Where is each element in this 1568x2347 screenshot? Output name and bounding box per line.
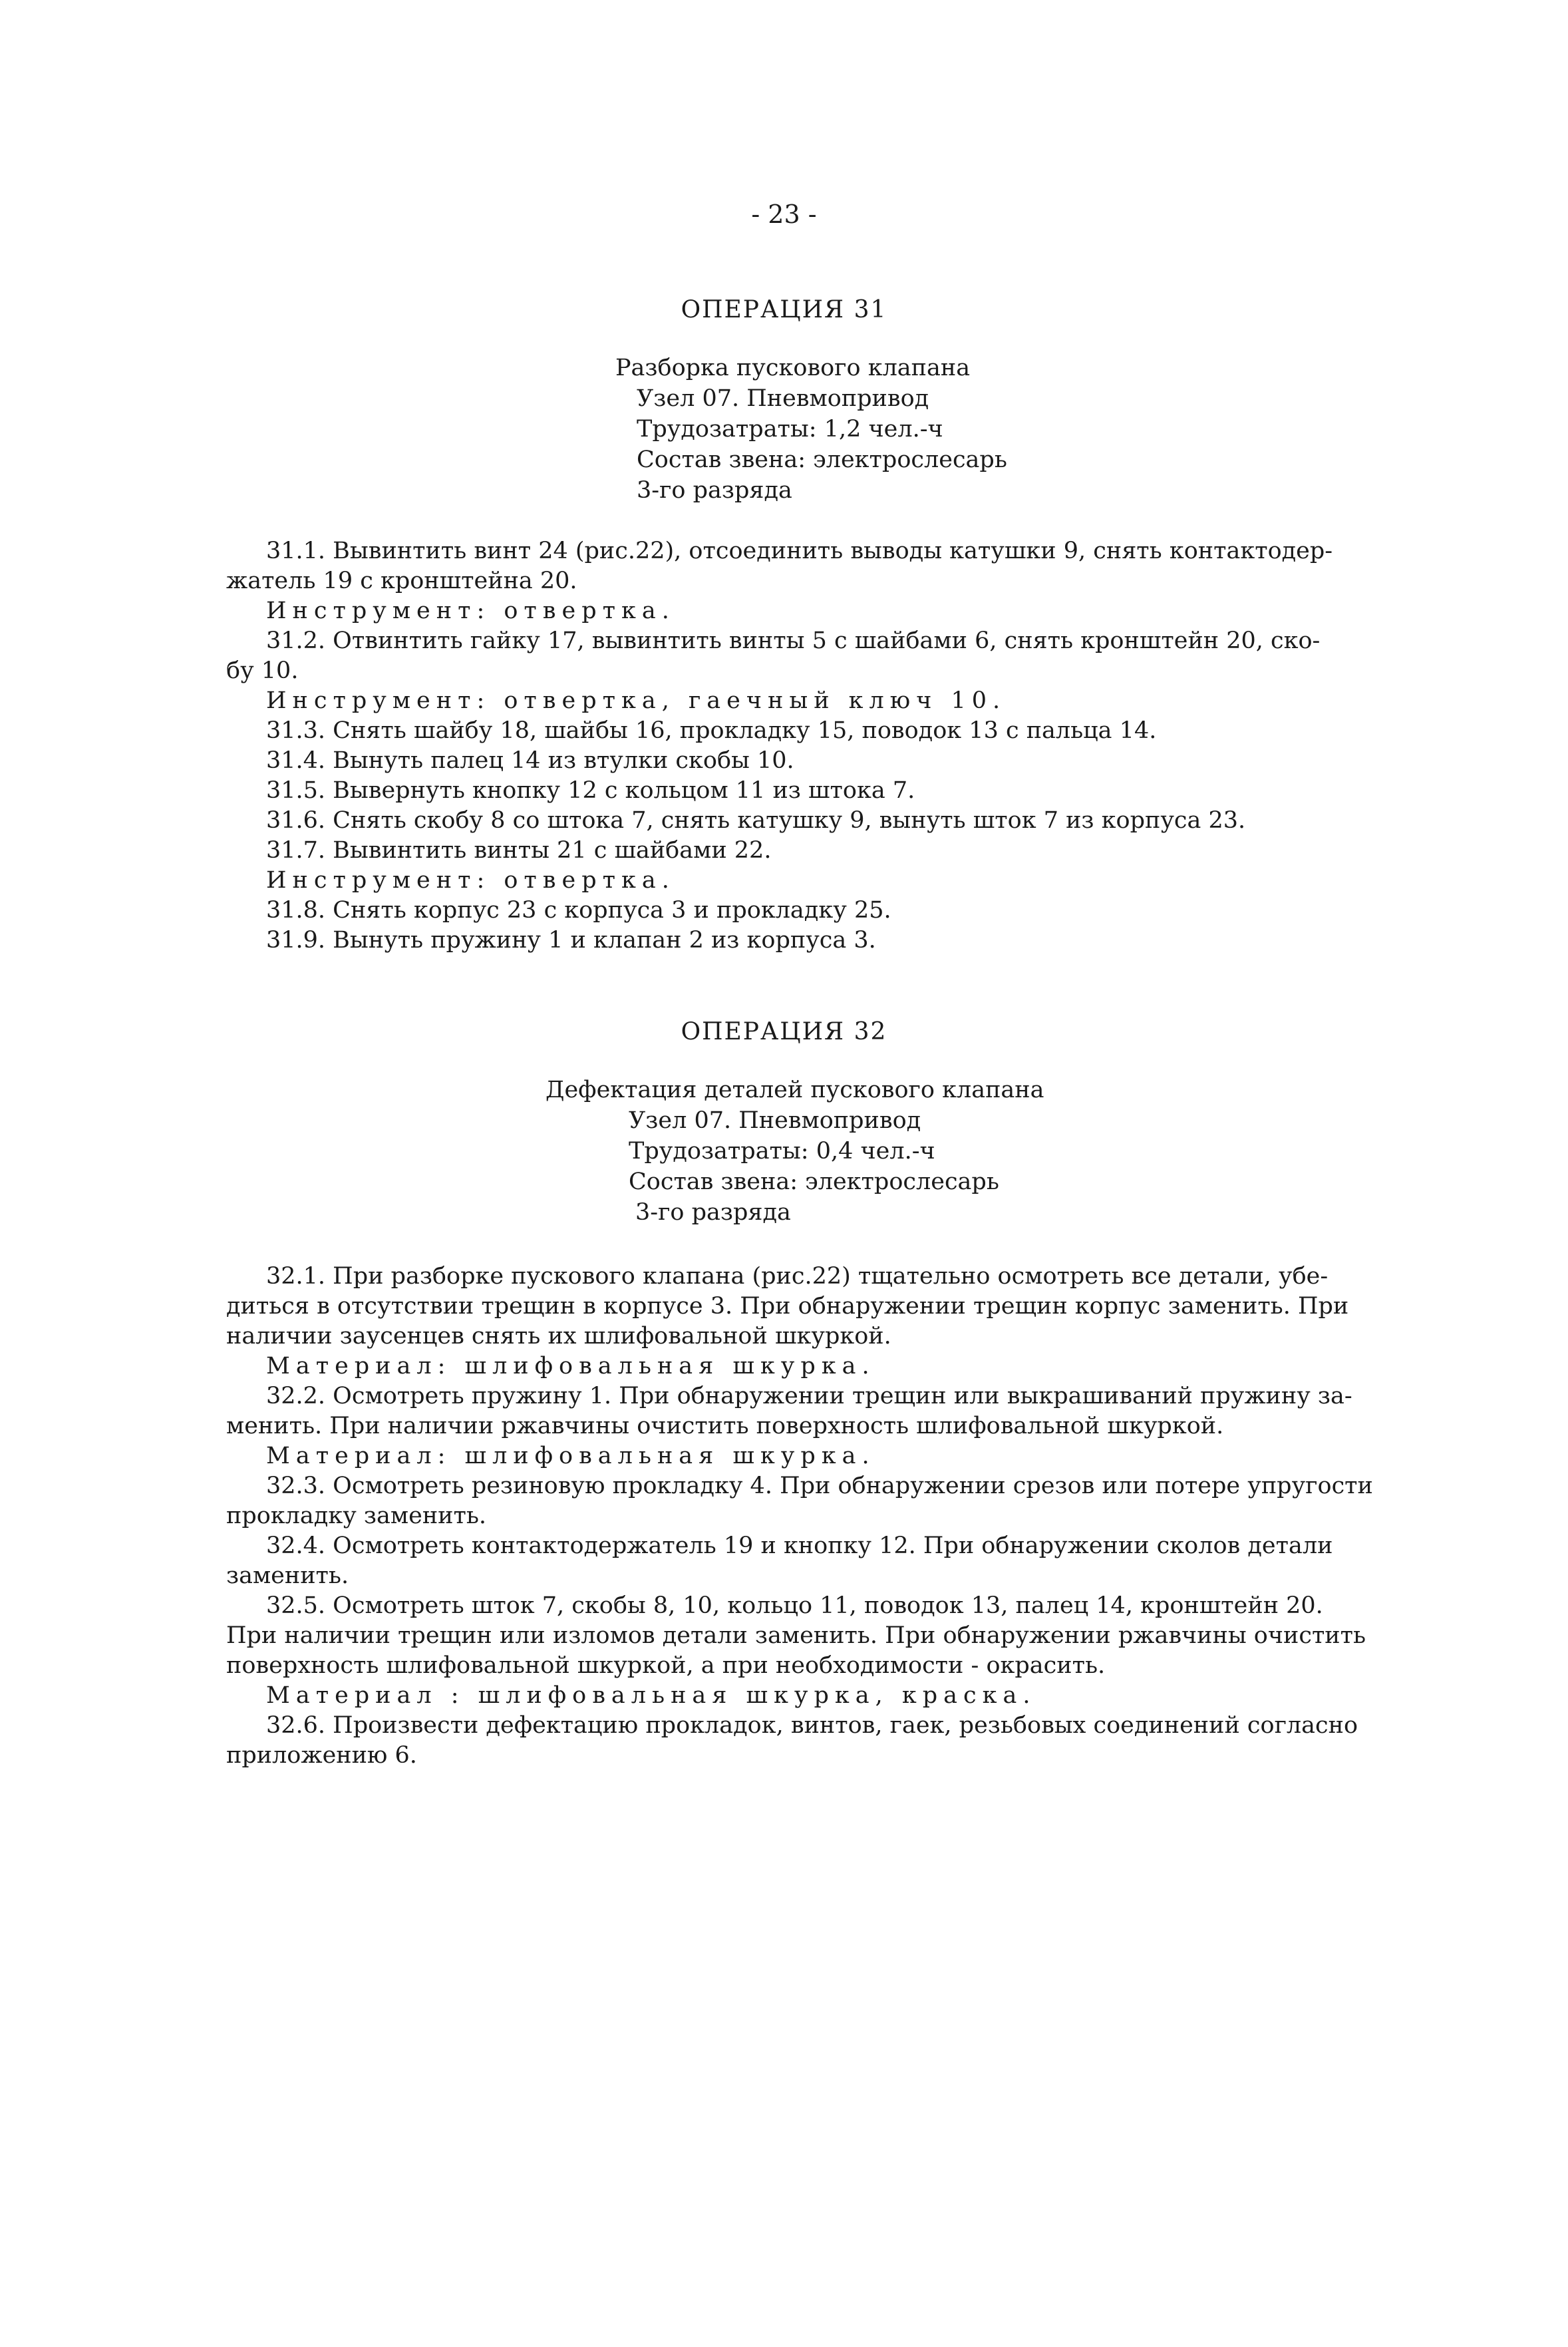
operation-32-header — [546, 1075, 1044, 1228]
op31-line-2: жатель 19 с кронштейна 20. — [226, 568, 577, 594]
op32-line-1: 32.1. При разборке пускового клапана (рис.22) тщательно осмотреть все детали, убе- — [266, 1263, 1329, 1290]
op31-line-4: 31.2. Отвинтить гайку 17, вывинтить винты 5 с шайбами 6, снять кронштейн 20, ско- — [266, 628, 1321, 654]
operation-31-crew: Состав звена: электрослесарь — [637, 447, 1007, 473]
op32-line-8: 32.3. Осмотреть резиновую прокладку 4. При обнаружении срезов или потере упругости — [266, 1473, 1373, 1499]
operation-31-name: Разборка пускового клапана — [615, 355, 971, 381]
op32-line-11: заменить. — [226, 1562, 349, 1589]
op31-line-9: 31.5. Вывернуть кнопку 12 с кольцом 11 из штока 7. — [266, 777, 915, 804]
operation-32-name: Дефектация деталей пускового клапана — [546, 1077, 1044, 1103]
op31-line-13: 31.8. Снять корпус 23 с корпуса 3 и прокладку 25. — [266, 897, 891, 924]
op31-line-12: Инструмент: отвертка. — [266, 867, 675, 894]
op32-line-3: наличии заусенцев снять их шлифовальной шкуркой. — [226, 1323, 891, 1350]
op32-line-14: поверхность шлифовальной шкуркой, а при необходимости - окрасить. — [226, 1652, 1106, 1679]
operation-32-crew: Состав звена: электрослесарь — [629, 1169, 999, 1195]
op32-line-13: При наличии трещин или изломов детали заменить. При обнаружении ржавчины очистить — [226, 1622, 1366, 1649]
operation-32-labor: Трудозатраты: 0,4 чел.-ч — [629, 1138, 935, 1165]
op32-line-5: 32.2. Осмотреть пружину 1. При обнаружении трещин или выкрашиваний пружину за- — [266, 1383, 1352, 1409]
operation-32-unit: Узел 07. Пневмопривод — [629, 1107, 921, 1134]
op32-line-10: 32.4. Осмотреть контактодержатель 19 и кнопку 12. При обнаружении сколов детали — [266, 1533, 1333, 1559]
operation-31-title: ОПЕРАЦИЯ 31 — [681, 296, 887, 323]
op31-line-6: Инструмент: отвертка, гаечный ключ 10. — [266, 687, 1007, 714]
op31-line-14: 31.9. Вынуть пружину 1 и клапан 2 из корпуса 3. — [266, 927, 876, 954]
op32-line-15: Материал : шлифовальная шкурка, краска. — [266, 1682, 1036, 1709]
operation-31-labor: Трудозатраты: 1,2 чел.-ч — [637, 416, 943, 443]
op31-line-10: 31.6. Снять скобу 8 со штока 7, снять катушку 9, вынуть шток 7 из корпуса 23. — [266, 807, 1246, 834]
operation-32-title: ОПЕРАЦИЯ 32 — [681, 1018, 887, 1045]
op32-line-7: Материал: шлифовальная шкурка. — [266, 1443, 875, 1469]
op32-line-4: Материал: шлифовальная шкурка. — [266, 1353, 875, 1379]
op32-line-2: диться в отсутствии трещин в корпусе 3. При обнаружении трещин корпус заменить. При — [226, 1293, 1349, 1320]
op31-line-1: 31.1. Вывинтить винт 24 (рис.22), отсоединить выводы катушки 9, снять контактодер- — [266, 538, 1333, 564]
op31-line-3: Инструмент: отвертка. — [266, 598, 675, 624]
op31-line-8: 31.4. Вынуть палец 14 из втулки скобы 10. — [266, 747, 794, 774]
op32-line-9: прокладку заменить. — [226, 1503, 487, 1529]
op32-line-16: 32.6. Произвести дефектацию прокладок, винтов, гаек, резьбовых соединений согласно — [266, 1712, 1358, 1739]
op31-line-5: бу 10. — [226, 657, 299, 684]
operation-32-grade: 3-го разряда — [635, 1199, 791, 1226]
operation-31-grade: 3-го разряда — [637, 477, 792, 504]
op31-line-7: 31.3. Снять шайбу 18, шайбы 16, прокладку 15, поводок 13 с пальца 14. — [266, 717, 1157, 744]
operation-31-header — [615, 353, 1007, 506]
op32-line-12: 32.5. Осмотреть шток 7, скобы 8, 10, кольцо 11, поводок 13, палец 14, кронштейн 20. — [266, 1592, 1323, 1619]
op32-line-17: приложению 6. — [226, 1742, 417, 1769]
page-number: - 23 - — [751, 200, 817, 229]
op32-line-6: менить. При наличии ржавчины очистить поверхность шлифовальной шкуркой. — [226, 1413, 1224, 1439]
op31-line-11: 31.7. Вывинтить винты 21 с шайбами 22. — [266, 837, 772, 864]
operation-31-unit: Узел 07. Пневмопривод — [637, 385, 929, 412]
